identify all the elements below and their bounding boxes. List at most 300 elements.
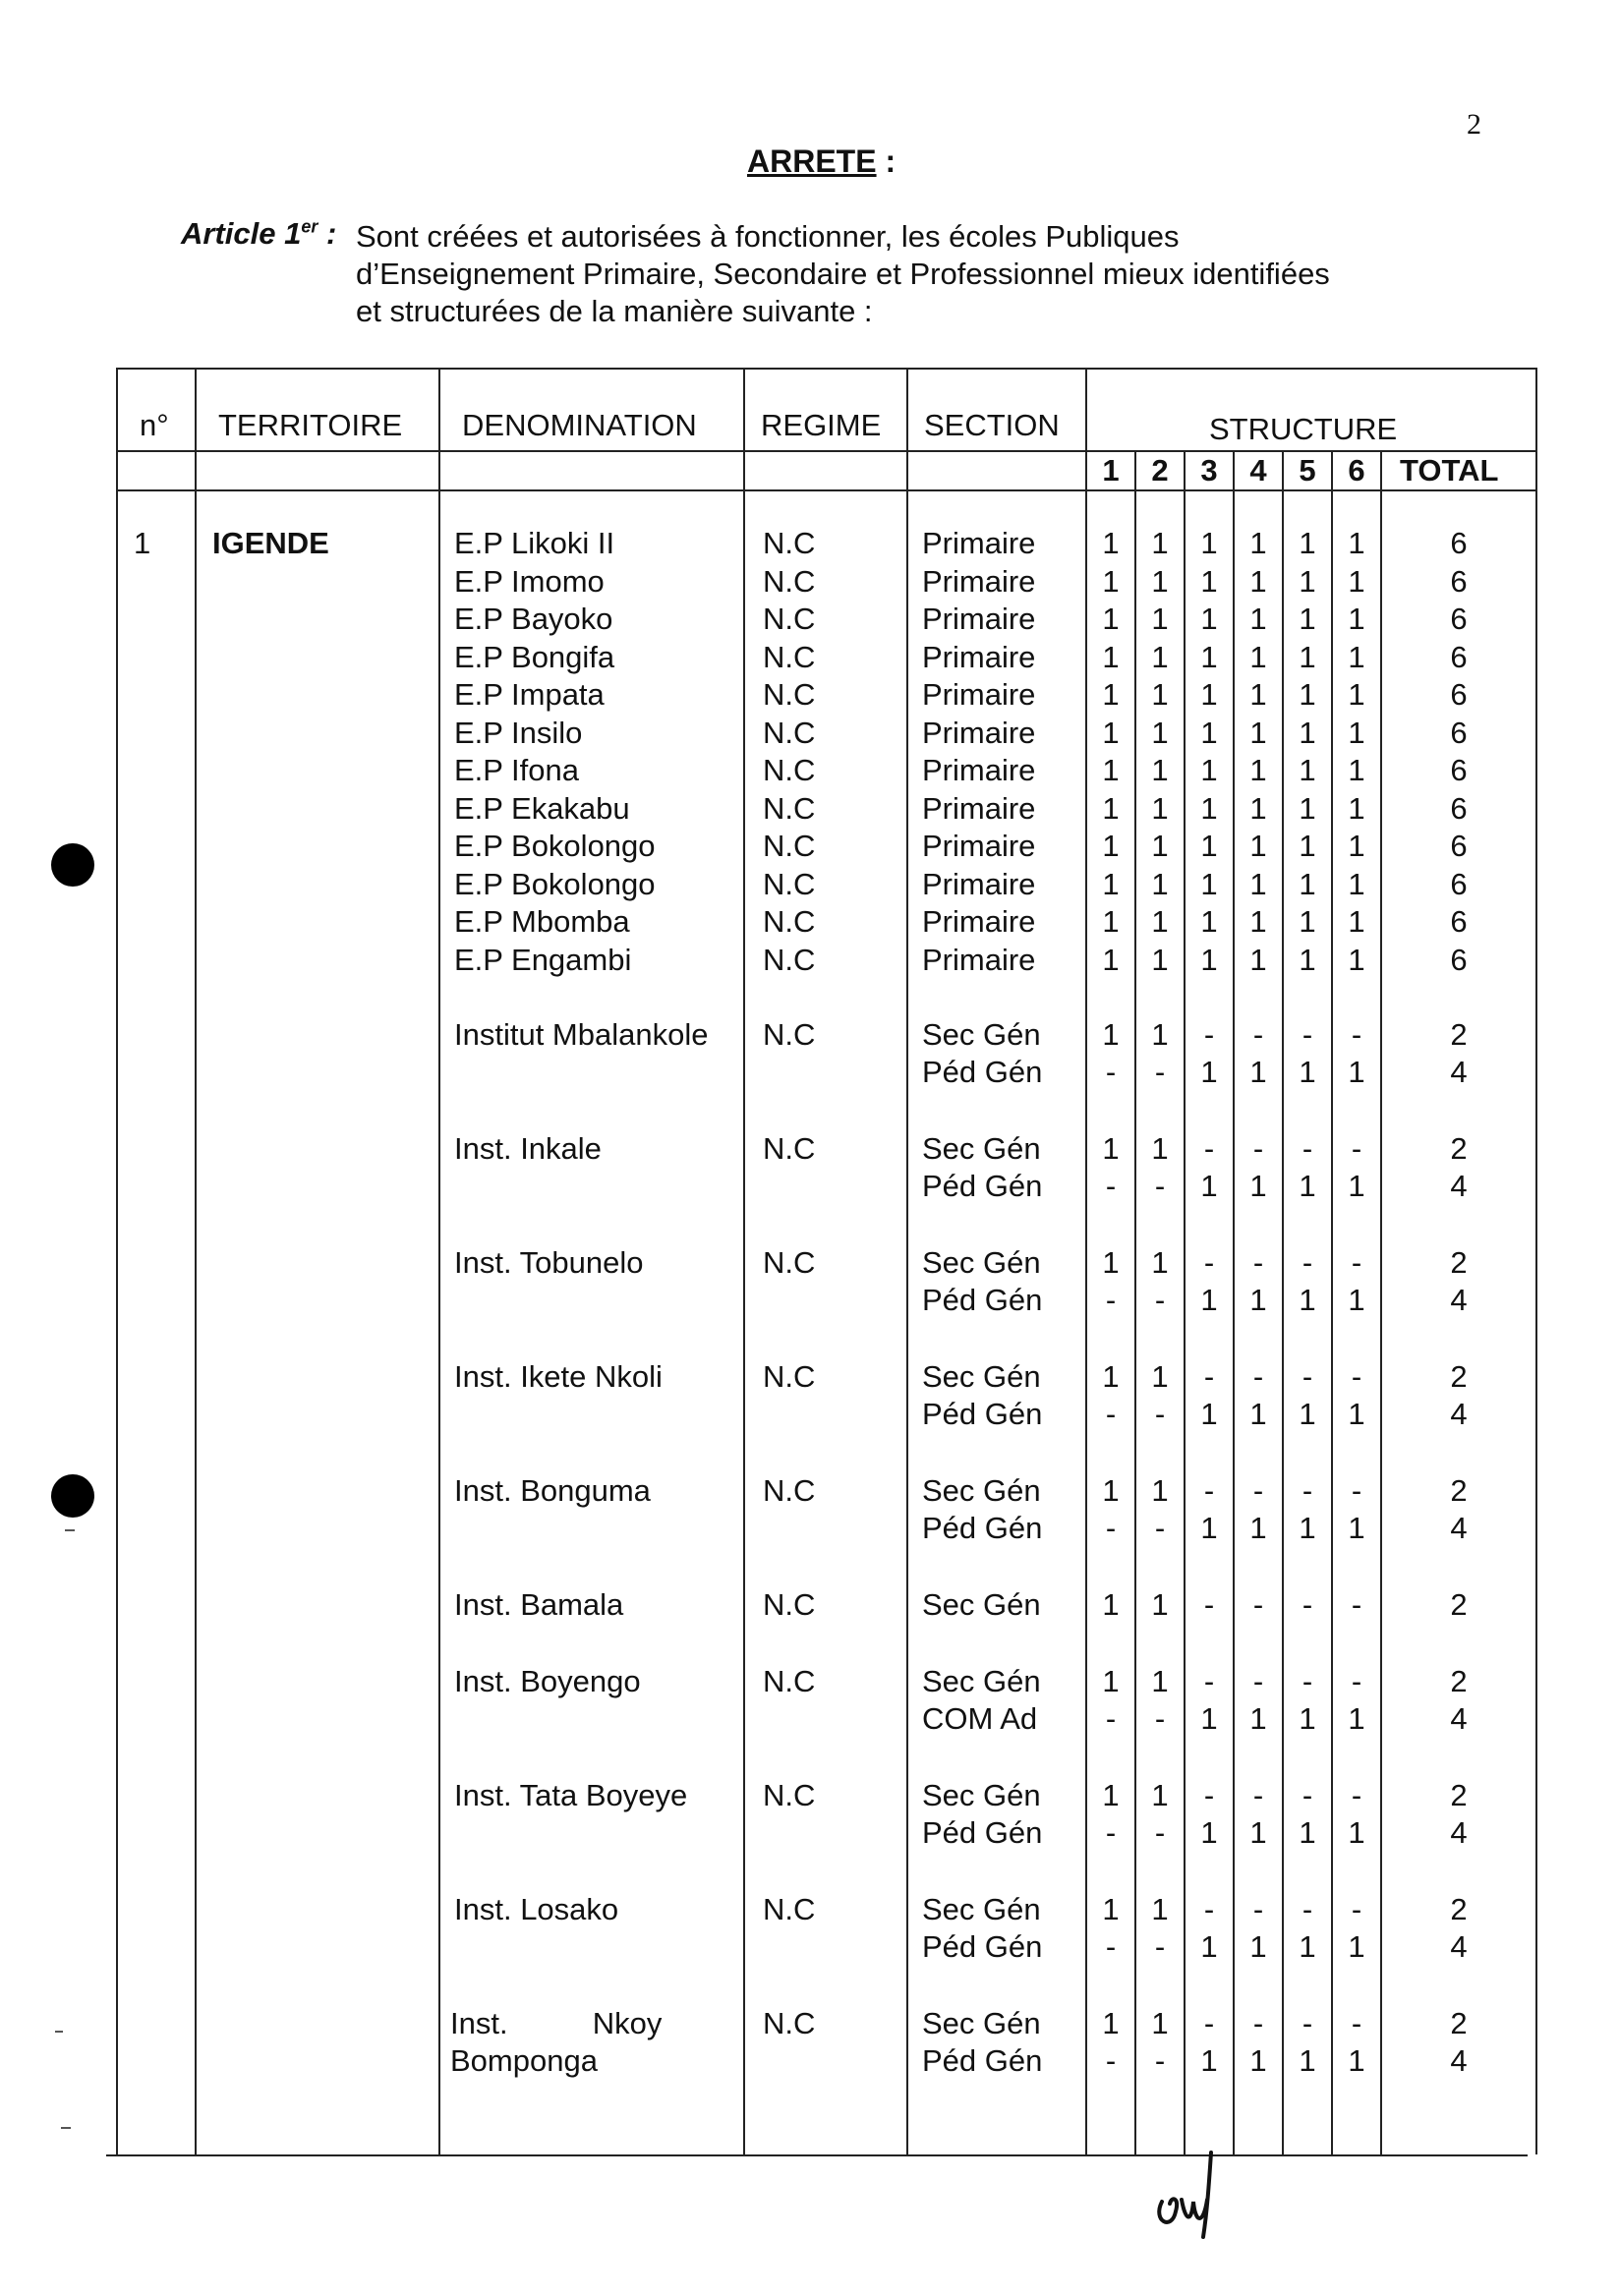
structure-cell: 1 — [1151, 904, 1169, 939]
section-value: Primaire — [922, 677, 1036, 712]
structure-cell: 1 — [1348, 526, 1365, 560]
structure-cell: 1 — [1249, 639, 1267, 674]
structure-cell: - — [1252, 1017, 1264, 1052]
section-value: Sec Gén — [922, 1473, 1041, 1508]
regime-value: N.C — [763, 904, 816, 939]
article-label-sup: er — [301, 216, 318, 237]
total-value: 4 — [1450, 1511, 1468, 1545]
total-value: 6 — [1450, 829, 1468, 863]
structure-cell: - — [1302, 1664, 1313, 1698]
header-sub-2: 2 — [1151, 453, 1169, 488]
section-value: Sec Gén — [922, 1017, 1041, 1052]
regime-value: N.C — [763, 1664, 816, 1698]
total-value: 4 — [1450, 1169, 1468, 1203]
table-border-left — [116, 368, 118, 2154]
section-value: Péd Gén — [922, 1815, 1043, 1850]
structure-cell: - — [1302, 1131, 1313, 1166]
structure-cell: 1 — [1102, 1778, 1120, 1812]
structure-cell: - — [1105, 1169, 1117, 1203]
structure-cell: - — [1203, 1587, 1215, 1622]
structure-cell: 1 — [1102, 1017, 1120, 1052]
table-subheader-divider — [116, 489, 1537, 491]
structure-cell: - — [1302, 1245, 1313, 1280]
structure-cell: 1 — [1299, 602, 1316, 636]
structure-cell: 1 — [1200, 639, 1218, 674]
regime-value: N.C — [763, 563, 816, 599]
regime-value: N.C — [763, 1473, 816, 1508]
structure-cell: 1 — [1102, 602, 1120, 636]
structure-cell: 1 — [1200, 1815, 1218, 1850]
structure-cell: 1 — [1348, 1815, 1365, 1850]
school-name: E.P Bongifa — [454, 639, 615, 674]
header-territoire: TERRITOIRE — [218, 408, 403, 442]
structure-cell: 1 — [1151, 1892, 1169, 1926]
structure-cell: 1 — [1200, 526, 1218, 560]
structure-cell: 1 — [1151, 2006, 1169, 2040]
total-value: 4 — [1450, 1815, 1468, 1850]
section-value: Sec Gén — [922, 1359, 1041, 1394]
structure-cell: 1 — [1348, 1169, 1365, 1203]
regime-value: N.C — [763, 639, 816, 674]
structure-cell: 1 — [1102, 829, 1120, 863]
regime-value: N.C — [763, 602, 816, 636]
structure-cell: 1 — [1151, 1778, 1169, 1812]
structure-cell: - — [1154, 1283, 1166, 1317]
structure-cell: 1 — [1249, 715, 1267, 750]
section-value: Péd Gén — [922, 1511, 1043, 1545]
section-value: Sec Gén — [922, 1664, 1041, 1698]
structure-cell: 1 — [1200, 1511, 1218, 1545]
structure-cell: 1 — [1151, 677, 1169, 712]
section-value: Sec Gén — [922, 1778, 1041, 1812]
row-number: 1 — [134, 526, 151, 560]
structure-cell: 1 — [1249, 904, 1267, 939]
structure-cell: 1 — [1299, 866, 1316, 901]
structure-cell: - — [1105, 1283, 1117, 1317]
school-name: E.P Bokolongo — [454, 829, 656, 863]
section-value: Primaire — [922, 904, 1036, 939]
structure-cell: 1 — [1299, 526, 1316, 560]
total-value: 4 — [1450, 1055, 1468, 1089]
structure-cell: - — [1154, 1701, 1166, 1736]
structure-cell: - — [1154, 1055, 1166, 1089]
structure-cell: 1 — [1299, 563, 1316, 599]
section-value: Péd Gén — [922, 2043, 1043, 2078]
structure-cell: 1 — [1200, 602, 1218, 636]
structure-cell: 1 — [1102, 753, 1120, 787]
structure-cell: 1 — [1151, 790, 1169, 826]
structure-cell: 1 — [1348, 1929, 1365, 1964]
total-value: 2 — [1450, 1245, 1468, 1280]
school-name: E.P Imomo — [454, 563, 605, 599]
table-border-right — [1535, 368, 1537, 2154]
structure-cell: 1 — [1348, 1511, 1365, 1545]
structure-cell: - — [1252, 1131, 1264, 1166]
section-value: Sec Gén — [922, 1892, 1041, 1926]
structure-cell: 1 — [1151, 866, 1169, 901]
structure-cell: 1 — [1102, 2006, 1120, 2040]
structure-cell: - — [1105, 1055, 1117, 1089]
scan-mark — [55, 2031, 63, 2033]
section-value: Sec Gén — [922, 1587, 1041, 1622]
structure-cell: - — [1351, 1017, 1362, 1052]
structure-cell: 1 — [1348, 677, 1365, 712]
structure-cell: 1 — [1151, 715, 1169, 750]
punch-hole — [51, 843, 94, 887]
total-value: 6 — [1450, 639, 1468, 674]
total-value: 6 — [1450, 866, 1468, 901]
structure-cell: 1 — [1249, 829, 1267, 863]
structure-cell: 1 — [1299, 1397, 1316, 1431]
structure-cell: 1 — [1249, 1511, 1267, 1545]
section-value: Péd Gén — [922, 1397, 1043, 1431]
table-col-divider — [438, 368, 440, 2154]
total-value: 6 — [1450, 715, 1468, 750]
school-name: E.P Engambi — [454, 942, 632, 977]
section-value: Sec Gén — [922, 1131, 1041, 1166]
school-name: Inst. Tata Boyeye — [454, 1778, 688, 1812]
structure-cell: 1 — [1200, 2043, 1218, 2078]
structure-cell: - — [1154, 1397, 1166, 1431]
structure-cell: - — [1105, 1929, 1117, 1964]
article-line: et structurées de la manière suivante : — [356, 294, 873, 328]
structure-cell: 1 — [1348, 1283, 1365, 1317]
structure-cell: - — [1351, 1131, 1362, 1166]
structure-cell: - — [1154, 1929, 1166, 1964]
structure-cell: 1 — [1151, 942, 1169, 977]
article-label — [181, 216, 336, 252]
structure-cell: 1 — [1151, 639, 1169, 674]
structure-cell: - — [1252, 1664, 1264, 1698]
school-name: Inst. Boyengo — [454, 1664, 641, 1698]
structure-cell: 1 — [1102, 1131, 1120, 1166]
section-value: Péd Gén — [922, 1283, 1043, 1317]
heading-text: ARRETE — [747, 144, 877, 179]
structure-cell: - — [1302, 1473, 1313, 1508]
structure-cell: - — [1302, 1587, 1313, 1622]
total-value: 4 — [1450, 1929, 1468, 1964]
header-denomination: DENOMINATION — [462, 408, 697, 442]
structure-cell: 1 — [1249, 602, 1267, 636]
school-name: E.P Impata — [454, 677, 605, 712]
structure-cell: - — [1203, 1664, 1215, 1698]
structure-cell: - — [1351, 1359, 1362, 1394]
header-section: SECTION — [924, 408, 1060, 442]
school-name: E.P Likoki II — [454, 526, 615, 560]
structure-cell: 1 — [1200, 1397, 1218, 1431]
structure-cell: 1 — [1348, 790, 1365, 826]
scan-mark — [65, 1529, 75, 1531]
page-number: 2 — [1467, 108, 1481, 141]
school-name: Inst. Bonguma — [454, 1473, 651, 1508]
structure-cell: 1 — [1102, 563, 1120, 599]
table-col-divider — [1184, 450, 1186, 2154]
article-label-text: Article 1 — [181, 216, 302, 251]
structure-cell: - — [1154, 1815, 1166, 1850]
structure-cell: 1 — [1102, 639, 1120, 674]
heading-suffix: : — [876, 144, 897, 179]
structure-cell: 1 — [1200, 790, 1218, 826]
structure-cell: - — [1302, 1359, 1313, 1394]
header-sub-5: 5 — [1299, 453, 1316, 488]
section-value: Primaire — [922, 829, 1036, 863]
structure-cell: - — [1351, 2006, 1362, 2040]
structure-cell: 1 — [1299, 1283, 1316, 1317]
structure-cell: 1 — [1200, 715, 1218, 750]
section-value: Péd Gén — [922, 1055, 1043, 1089]
structure-cell: 1 — [1299, 1929, 1316, 1964]
section-value: Primaire — [922, 563, 1036, 599]
school-name: Bomponga — [450, 2043, 598, 2078]
school-name: Inst. Ikete Nkoli — [454, 1359, 663, 1394]
header-n: n° — [140, 408, 169, 442]
page-title — [747, 144, 896, 180]
structure-cell: 1 — [1102, 1473, 1120, 1508]
structure-cell: - — [1351, 1473, 1362, 1508]
header-structure: STRUCTURE — [1209, 412, 1398, 446]
total-value: 2 — [1450, 1664, 1468, 1698]
structure-cell: - — [1252, 1359, 1264, 1394]
structure-cell: - — [1203, 1778, 1215, 1812]
regime-value: N.C — [763, 866, 816, 901]
school-name: E.P Ifona — [454, 753, 579, 787]
structure-cell: 1 — [1200, 866, 1218, 901]
total-value: 2 — [1450, 1131, 1468, 1166]
section-value: Primaire — [922, 866, 1036, 901]
structure-cell: 1 — [1348, 602, 1365, 636]
structure-cell: 1 — [1102, 1664, 1120, 1698]
section-value: Primaire — [922, 526, 1036, 560]
structure-cell: - — [1252, 1245, 1264, 1280]
section-value: COM Ad — [922, 1701, 1038, 1736]
structure-cell: 1 — [1249, 866, 1267, 901]
structure-cell: 1 — [1200, 829, 1218, 863]
structure-cell: - — [1154, 1169, 1166, 1203]
structure-cell: 1 — [1348, 1701, 1365, 1736]
section-value: Primaire — [922, 602, 1036, 636]
structure-cell: 1 — [1151, 526, 1169, 560]
structure-cell: 1 — [1200, 942, 1218, 977]
structure-cell: - — [1105, 1701, 1117, 1736]
regime-value: N.C — [763, 1017, 816, 1052]
structure-cell: 1 — [1151, 1131, 1169, 1166]
total-value: 4 — [1450, 1283, 1468, 1317]
school-name: Institut Mbalankole — [454, 1017, 709, 1052]
regime-value: N.C — [763, 753, 816, 787]
structure-cell: - — [1203, 2006, 1215, 2040]
article-text — [356, 218, 1437, 330]
section-value: Primaire — [922, 753, 1036, 787]
structure-cell: - — [1203, 1359, 1215, 1394]
regime-value: N.C — [763, 715, 816, 750]
structure-cell: 1 — [1249, 677, 1267, 712]
signature-initials — [1152, 2143, 1231, 2241]
regime-value: N.C — [763, 942, 816, 977]
structure-cell: - — [1105, 1815, 1117, 1850]
table-border-top — [116, 368, 1537, 370]
structure-cell: - — [1351, 1892, 1362, 1926]
total-value: 4 — [1450, 1701, 1468, 1736]
structure-cell: 1 — [1151, 1359, 1169, 1394]
structure-cell: 1 — [1151, 829, 1169, 863]
total-value: 2 — [1450, 1359, 1468, 1394]
total-value: 2 — [1450, 1473, 1468, 1508]
school-name: E.P Bokolongo — [454, 866, 656, 901]
school-name: E.P Bayoko — [454, 602, 613, 636]
regime-value: N.C — [763, 677, 816, 712]
structure-cell: 1 — [1348, 715, 1365, 750]
structure-cell: - — [1252, 1892, 1264, 1926]
section-value: Primaire — [922, 639, 1036, 674]
structure-cell: - — [1351, 1664, 1362, 1698]
structure-cell: - — [1203, 1245, 1215, 1280]
structure-cell: 1 — [1102, 1359, 1120, 1394]
total-value: 4 — [1450, 1397, 1468, 1431]
regime-value: N.C — [763, 2006, 816, 2040]
scan-mark — [61, 2127, 71, 2129]
regime-value: N.C — [763, 1892, 816, 1926]
structure-cell: - — [1252, 1473, 1264, 1508]
structure-cell: 1 — [1299, 677, 1316, 712]
structure-cell: 1 — [1102, 904, 1120, 939]
structure-cell: - — [1203, 1017, 1215, 1052]
structure-cell: 1 — [1151, 1664, 1169, 1698]
structure-cell: 1 — [1151, 753, 1169, 787]
article-line: d’Enseignement Primaire, Secondaire et Professionnel mieux identifiées — [356, 257, 1330, 291]
total-value: 4 — [1450, 2043, 1468, 2078]
regime-value: N.C — [763, 1778, 816, 1812]
structure-cell: 1 — [1299, 639, 1316, 674]
header-sub-1: 1 — [1102, 453, 1120, 488]
structure-cell: 1 — [1299, 790, 1316, 826]
structure-cell: - — [1302, 1017, 1313, 1052]
structure-cell: 1 — [1200, 1929, 1218, 1964]
table-col-divider — [1282, 450, 1284, 2154]
school-name: Inst. Losako — [454, 1892, 619, 1926]
section-value: Sec Gén — [922, 1245, 1041, 1280]
structure-cell: - — [1351, 1587, 1362, 1622]
header-sub-total: TOTAL — [1400, 453, 1499, 488]
structure-cell: 1 — [1249, 1701, 1267, 1736]
structure-cell: 1 — [1151, 1245, 1169, 1280]
total-value: 6 — [1450, 904, 1468, 939]
structure-cell: 1 — [1102, 1892, 1120, 1926]
regime-value: N.C — [763, 829, 816, 863]
total-value: 2 — [1450, 1892, 1468, 1926]
structure-cell: 1 — [1249, 1283, 1267, 1317]
total-value: 2 — [1450, 1017, 1468, 1052]
structure-cell: 1 — [1299, 1815, 1316, 1850]
table-col-divider — [906, 368, 908, 2154]
table-border-bottom — [106, 2154, 1528, 2156]
structure-cell: - — [1203, 1892, 1215, 1926]
structure-cell: 1 — [1102, 866, 1120, 901]
school-name: E.P Insilo — [454, 715, 583, 750]
structure-cell: 1 — [1299, 1701, 1316, 1736]
regime-value: N.C — [763, 526, 816, 560]
structure-cell: 1 — [1102, 942, 1120, 977]
table-col-divider — [1331, 450, 1333, 2154]
section-value: Péd Gén — [922, 1169, 1043, 1203]
structure-cell: 1 — [1299, 904, 1316, 939]
structure-cell: 1 — [1151, 563, 1169, 599]
structure-cell: - — [1302, 1778, 1313, 1812]
structure-cell: 1 — [1299, 753, 1316, 787]
total-value: 6 — [1450, 753, 1468, 787]
structure-cell: 1 — [1348, 904, 1365, 939]
territory-name: IGENDE — [212, 526, 329, 560]
total-value: 2 — [1450, 2006, 1468, 2040]
structure-cell: 1 — [1200, 753, 1218, 787]
structure-cell: - — [1351, 1245, 1362, 1280]
regime-value: N.C — [763, 1359, 816, 1394]
structure-cell: - — [1154, 1511, 1166, 1545]
structure-cell: 1 — [1348, 866, 1365, 901]
structure-cell: - — [1302, 2006, 1313, 2040]
total-value: 2 — [1450, 1778, 1468, 1812]
structure-cell: 1 — [1249, 753, 1267, 787]
structure-cell: - — [1154, 2043, 1166, 2078]
total-value: 6 — [1450, 526, 1468, 560]
structure-cell: 1 — [1249, 1397, 1267, 1431]
header-regime: REGIME — [761, 408, 882, 442]
regime-value: N.C — [763, 790, 816, 826]
table-col-divider — [1233, 450, 1235, 2154]
structure-cell: - — [1252, 1778, 1264, 1812]
structure-cell: 1 — [1102, 715, 1120, 750]
structure-cell: 1 — [1249, 1169, 1267, 1203]
structure-cell: 1 — [1299, 1055, 1316, 1089]
school-name: E.P Mbomba — [454, 904, 630, 939]
table-col-divider — [1085, 368, 1087, 2154]
article-line: Sont créées et autorisées à fonctionner, les écoles Publiques — [356, 219, 1180, 254]
table-col-divider — [195, 368, 197, 2154]
header-sub-3: 3 — [1200, 453, 1218, 488]
structure-cell: 1 — [1102, 1587, 1120, 1622]
structure-cell: 1 — [1299, 2043, 1316, 2078]
structure-cell: 1 — [1249, 942, 1267, 977]
school-name: Inst. Bamala — [454, 1587, 624, 1622]
section-value: Sec Gén — [922, 2006, 1041, 2040]
structure-cell: 1 — [1102, 790, 1120, 826]
article-label-colon: : — [318, 216, 337, 251]
structure-cell: 1 — [1200, 1169, 1218, 1203]
total-value: 6 — [1450, 677, 1468, 712]
regime-value: N.C — [763, 1131, 816, 1166]
structure-cell: 1 — [1299, 1169, 1316, 1203]
structure-cell: 1 — [1348, 942, 1365, 977]
structure-cell: 1 — [1249, 2043, 1267, 2078]
structure-cell: 1 — [1249, 1815, 1267, 1850]
structure-cell: 1 — [1348, 639, 1365, 674]
structure-cell: 1 — [1348, 753, 1365, 787]
school-name: E.P Ekakabu — [454, 790, 630, 826]
structure-cell: 1 — [1200, 1701, 1218, 1736]
structure-cell: - — [1105, 2043, 1117, 2078]
structure-cell: 1 — [1348, 1397, 1365, 1431]
structure-cell: 1 — [1249, 1055, 1267, 1089]
structure-cell: 1 — [1299, 1511, 1316, 1545]
structure-cell: 1 — [1151, 602, 1169, 636]
school-name: Inst. Nkoy — [450, 2006, 663, 2040]
structure-cell: - — [1105, 1397, 1117, 1431]
total-value: 6 — [1450, 942, 1468, 977]
structure-cell: 1 — [1299, 715, 1316, 750]
section-value: Primaire — [922, 942, 1036, 977]
structure-cell: 1 — [1249, 563, 1267, 599]
structure-cell: 1 — [1200, 904, 1218, 939]
structure-cell: - — [1105, 1511, 1117, 1545]
